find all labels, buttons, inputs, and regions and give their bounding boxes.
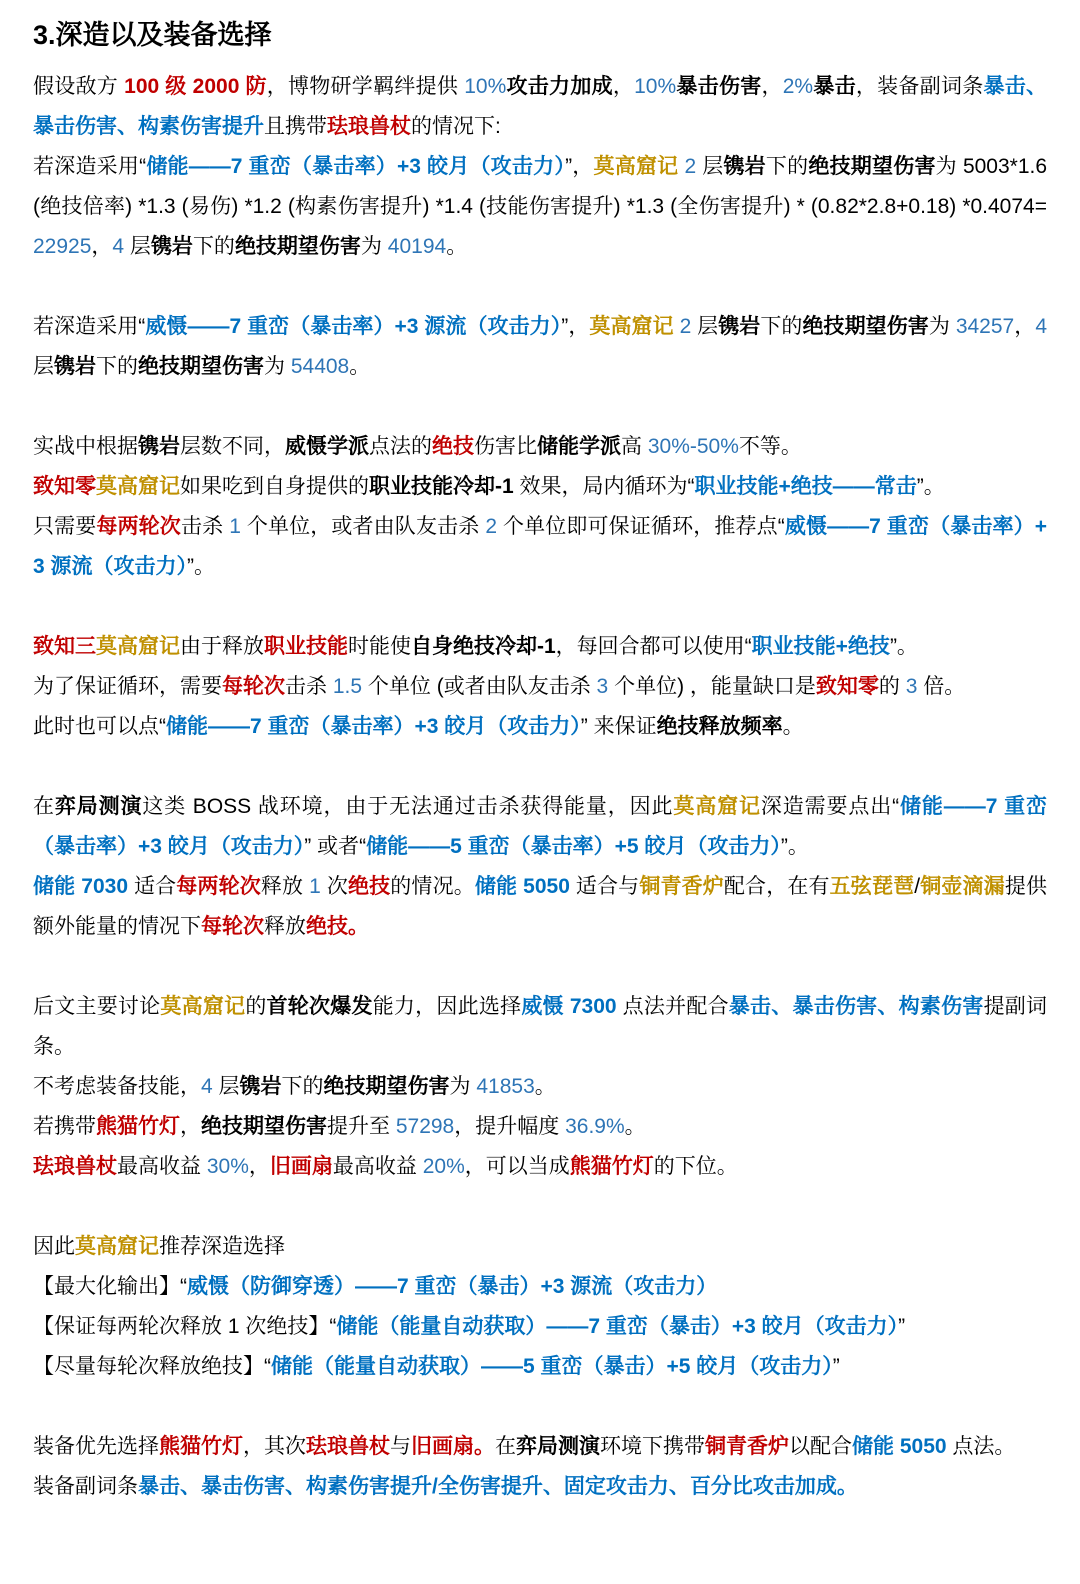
text-span-k: 为 bbox=[264, 355, 291, 379]
text-span-k: 点法。 bbox=[946, 1435, 1016, 1459]
text-span-b: 绝技期望伤害 bbox=[323, 1075, 450, 1099]
text-span-r: 每轮次 bbox=[201, 915, 264, 939]
text-span-b: 弈局测演 bbox=[54, 795, 143, 819]
text-span-k: / bbox=[914, 875, 921, 899]
text-span-k: 提供额外能量的情况下 bbox=[33, 875, 1047, 939]
text-span-k: 的下位。 bbox=[653, 1155, 738, 1179]
text-span-n: 2 bbox=[485, 515, 498, 539]
text-span-r: 珐琅兽杖 bbox=[327, 115, 411, 139]
paragraph-p2 bbox=[33, 147, 1047, 267]
text-span-k: ”。 bbox=[889, 635, 918, 659]
text-span-g: 莫高窟记 bbox=[160, 995, 246, 1019]
text-span-u: 暴击、暴击伤害、构素伤害提升/全伤害提升、固定攻击力、百分比攻击加成。 bbox=[138, 1475, 858, 1499]
paragraph-p8a bbox=[33, 1227, 1047, 1267]
text-span-n: 4 bbox=[1035, 315, 1048, 339]
paragraph-p8b bbox=[33, 1267, 1047, 1307]
text-span-k: ， bbox=[612, 75, 635, 99]
text-span-u: 储能 7030 bbox=[33, 875, 128, 899]
text-span-k: 由于释放 bbox=[180, 635, 264, 659]
text-span-u: 储能（能量自动获取）——7 重峦（暴击）+3 皎月（攻击力） bbox=[336, 1315, 899, 1339]
text-span-k: 此时也可以点“ bbox=[33, 715, 166, 739]
text-span-u: 职业技能+绝技 bbox=[751, 635, 890, 659]
text-span-r: 绝技。 bbox=[306, 915, 369, 939]
paragraph-p6b bbox=[33, 867, 1047, 947]
text-span-r: 珐琅兽杖 bbox=[306, 1435, 390, 1459]
text-span-u: 储能 5050 bbox=[474, 875, 570, 899]
text-span-r: 绝技 bbox=[432, 435, 474, 459]
text-span-g: 铜青香炉 bbox=[639, 875, 724, 899]
text-span-g: 莫高窟记 bbox=[96, 635, 180, 659]
paragraph-p7c bbox=[33, 1107, 1047, 1147]
text-span-r: 旧画扇。 bbox=[411, 1435, 495, 1459]
text-span-u: 威慑（防御穿透）——7 重峦（暴击）+3 源流（攻击力） bbox=[187, 1275, 718, 1299]
text-span-k: 因此 bbox=[33, 1235, 75, 1259]
text-span-k: 个单位) ，能量缺口是 bbox=[608, 675, 816, 699]
text-span-k: 与 bbox=[390, 1435, 411, 1459]
text-span-k: 的 bbox=[245, 995, 267, 1019]
text-span-n: 36.9% bbox=[565, 1115, 625, 1139]
paragraph-p5c bbox=[33, 707, 1047, 747]
text-span-r: 绝技 bbox=[347, 875, 391, 899]
text-span-b: 暴击伤害 bbox=[676, 75, 762, 99]
text-span-k: 的情况。 bbox=[390, 875, 475, 899]
text-span-k: ，博物研学羁绊提供 bbox=[266, 75, 465, 99]
text-span-k: 点法并配合 bbox=[616, 995, 729, 1019]
text-span-u: 威慑 7300 bbox=[521, 995, 617, 1019]
text-span-k: 次 bbox=[320, 875, 348, 899]
text-span-k: 。 bbox=[782, 715, 804, 739]
page-title: 3.深造以及装备选择 bbox=[33, 20, 272, 50]
text-span-k: 为 bbox=[449, 1075, 477, 1099]
text-span-n: 30% bbox=[206, 1155, 249, 1179]
text-span-b: 镌岩 bbox=[54, 355, 96, 379]
text-span-b: 绝技期望伤害 bbox=[234, 235, 361, 259]
text-span-k: 个单位即可保证循环，推荐点“ bbox=[497, 515, 785, 539]
text-span-k: 适合与 bbox=[569, 875, 640, 899]
text-span-k: ” bbox=[898, 1315, 906, 1339]
text-span-k: 。 bbox=[534, 1075, 556, 1099]
text-span-k: 【保证每两轮次释放 1 次绝技】“ bbox=[33, 1315, 337, 1339]
text-span-r: 旧画扇 bbox=[269, 1155, 333, 1179]
paragraph-p4a bbox=[33, 427, 1047, 467]
text-span-k: 推荐深造选择 bbox=[159, 1235, 285, 1259]
text-span-k: 提副词条。 bbox=[33, 995, 1048, 1059]
text-span-b: 绝技期望伤害 bbox=[802, 315, 929, 339]
text-span-k: 个单位，或者由队友击杀 bbox=[240, 515, 486, 539]
text-span-u: 储能 5050 bbox=[852, 1435, 947, 1459]
text-span-k: 层 bbox=[212, 1075, 240, 1099]
text-span-k: 这类 BOSS 战环境，由于无法通过击杀获得能量，因此 bbox=[142, 795, 674, 819]
paragraph-p7b bbox=[33, 1067, 1047, 1107]
text-span-u: 暴击、暴击伤害、构素伤害 bbox=[728, 995, 984, 1019]
text-span-k: 环境下携带 bbox=[600, 1435, 705, 1459]
text-span-k: 倍。 bbox=[917, 675, 966, 699]
text-span-b: 绝技期望伤害 bbox=[201, 1115, 327, 1139]
text-span-k: ”， bbox=[565, 155, 594, 179]
text-span-r: 职业技能 bbox=[264, 635, 348, 659]
text-span-k: 且携带 bbox=[264, 115, 327, 139]
text-span-n: 4 bbox=[201, 1075, 213, 1099]
text-span-k: 在 bbox=[495, 1435, 516, 1459]
text-span-u: 储能——7 重峦（暴击率）+3 皎月（攻击力） bbox=[166, 715, 581, 739]
text-span-b: 镌岩 bbox=[150, 235, 193, 259]
text-span-k: 高 bbox=[621, 435, 648, 459]
text-span-n: 2 bbox=[679, 315, 692, 339]
text-span-r: 致知三 bbox=[33, 635, 96, 659]
text-span-k: 释放 bbox=[260, 875, 310, 899]
text-span-n: 20% bbox=[422, 1155, 465, 1179]
text-span-k: 能力，因此选择 bbox=[372, 995, 522, 1019]
text-span-k: 最高收益 bbox=[117, 1155, 207, 1179]
text-span-k: 。 bbox=[349, 355, 371, 379]
text-span-n: 40194 bbox=[387, 235, 447, 259]
text-span-r: 熊猫竹灯 bbox=[96, 1115, 180, 1139]
text-span-b: 绝技期望伤害 bbox=[808, 155, 936, 179]
text-span-r: 每轮次 bbox=[222, 675, 285, 699]
text-span-k: ”。 bbox=[916, 475, 945, 499]
text-span-k: ，其次 bbox=[243, 1435, 306, 1459]
text-span-r: 100 级 2000 防 bbox=[124, 75, 267, 99]
text-span-k: 实战中根据 bbox=[33, 435, 138, 459]
text-span-b: 自身绝技冷却-1 bbox=[411, 635, 556, 659]
text-span-k: 效果，局内循环为“ bbox=[513, 475, 695, 499]
text-span-n: 3 bbox=[596, 675, 609, 699]
text-span-k: 。 bbox=[446, 235, 468, 259]
paragraph-p8d bbox=[33, 1347, 1047, 1387]
paragraph-p3 bbox=[33, 307, 1047, 387]
text-span-n: 1 bbox=[229, 515, 241, 539]
text-span-k: ， bbox=[1014, 315, 1036, 339]
text-span-u: 威慑——7 重峦（暴击率）+3 源流（攻击力） bbox=[145, 315, 562, 339]
text-span-k: 以配合 bbox=[789, 1435, 852, 1459]
text-span-k: 层数不同， bbox=[180, 435, 285, 459]
text-span-k: 释放 bbox=[264, 915, 306, 939]
text-span-r: 每两轮次 bbox=[96, 515, 181, 539]
text-span-r: 熊猫竹灯 bbox=[569, 1155, 654, 1179]
text-span-n: 2% bbox=[782, 75, 814, 99]
text-span-g: 铜壶滴漏 bbox=[920, 875, 1005, 899]
paragraph-p4c bbox=[33, 507, 1047, 587]
text-span-k: ” 来保证 bbox=[580, 715, 657, 739]
paragraph-p8c bbox=[33, 1307, 1047, 1347]
text-span-k: ， bbox=[180, 1115, 201, 1139]
text-span-u: 储能——5 重峦（暴击率）+5 皎月（攻击力） bbox=[366, 835, 781, 859]
text-span-n: 41853 bbox=[476, 1075, 535, 1099]
text-span-k: 下的 bbox=[765, 155, 809, 179]
text-span-r: 珐琅兽杖 bbox=[33, 1155, 117, 1179]
text-span-k: 层 bbox=[691, 315, 719, 339]
text-span-n: 54408 bbox=[290, 355, 350, 379]
text-span-k: 层 bbox=[696, 155, 724, 179]
text-span-k: 为 bbox=[360, 235, 388, 259]
text-span-u: 职业技能+绝技——常击 bbox=[694, 475, 917, 499]
text-span-k: 在 bbox=[33, 795, 55, 819]
text-span-k: 伤害比 bbox=[474, 435, 537, 459]
text-span-k: 假设敌方 bbox=[33, 75, 125, 99]
text-span-u: 储能——7 重峦（暴击率）+3 皎月（攻击力） bbox=[33, 795, 1047, 859]
text-span-k: 不等。 bbox=[738, 435, 802, 459]
text-span-k: ” 或者“ bbox=[304, 835, 367, 859]
text-span-n: 1 bbox=[309, 875, 321, 899]
text-span-n: 22925 bbox=[33, 235, 92, 259]
text-span-k: 只需要 bbox=[33, 515, 97, 539]
text-span-g: 五弦琵琶 bbox=[829, 875, 915, 899]
paragraph-p7d bbox=[33, 1147, 1047, 1187]
text-span-k: 深造需要点出“ bbox=[760, 795, 900, 819]
text-span-k: 下的 bbox=[192, 235, 235, 259]
text-span-k: ，提升幅度 bbox=[454, 1115, 566, 1139]
text-span-k: 时能使 bbox=[348, 635, 411, 659]
text-span-k: 装备副词条 bbox=[33, 1475, 138, 1499]
text-span-k: 适合 bbox=[128, 875, 177, 899]
paragraph-p6a bbox=[33, 787, 1047, 867]
text-span-b: 储能学派 bbox=[537, 435, 621, 459]
text-span-k: 不考虑装备技能， bbox=[33, 1075, 201, 1099]
text-span-k: ，每回合都可以使用“ bbox=[555, 635, 752, 659]
text-span-b: 职业技能冷却-1 bbox=[369, 475, 514, 499]
text-span-k: 的 bbox=[878, 675, 906, 699]
text-span-n: 3 bbox=[905, 675, 918, 699]
text-span-k: 最高收益 bbox=[332, 1155, 423, 1179]
paragraph-p4b bbox=[33, 467, 1047, 507]
text-span-k: 若深造采用“ bbox=[33, 155, 147, 179]
text-span-k: ” bbox=[832, 1355, 840, 1379]
text-span-k: ”。 bbox=[187, 555, 216, 579]
text-span-k: 层 bbox=[33, 355, 54, 379]
text-span-k: ，装备副词条 bbox=[855, 75, 984, 99]
text-span-b: 威慑学派 bbox=[285, 435, 369, 459]
text-span-k: 个单位 (或者由队友击杀 bbox=[362, 675, 597, 699]
text-span-b: 攻击力加成 bbox=[506, 75, 613, 99]
text-span-k: 装备优先选择 bbox=[33, 1435, 159, 1459]
text-span-r: 致知零 bbox=[815, 675, 879, 699]
text-span-k: ， bbox=[248, 1155, 270, 1179]
text-span-b: 镌岩 bbox=[138, 435, 180, 459]
paragraph-p7a bbox=[33, 987, 1047, 1067]
text-span-n: 1.5 bbox=[332, 675, 363, 699]
document-body bbox=[33, 67, 1047, 1507]
text-span-u: 储能——7 重峦（暴击率）+3 皎月（攻击力） bbox=[146, 155, 566, 179]
text-span-g: 莫高窟记 bbox=[75, 1235, 159, 1259]
text-span-r: 铜青香炉 bbox=[705, 1435, 789, 1459]
text-span-k: 为 bbox=[928, 315, 956, 339]
text-span-k: 击杀 bbox=[180, 515, 230, 539]
paragraph-p5b bbox=[33, 667, 1047, 707]
text-span-k: 点法的 bbox=[369, 435, 432, 459]
text-span-r: 熊猫竹灯 bbox=[159, 1435, 243, 1459]
text-span-b: 绝技期望伤害 bbox=[138, 355, 264, 379]
text-span-k: 【尽量每轮次释放绝技】“ bbox=[33, 1355, 271, 1379]
text-span-u: 威慑——7 重峦（暴击率）+3 源流（攻击力） bbox=[33, 515, 1048, 579]
text-span-n: 4 bbox=[112, 235, 125, 259]
text-span-k: ， bbox=[761, 75, 783, 99]
text-span-k: 击杀 bbox=[285, 675, 333, 699]
text-span-b: 镌岩 bbox=[723, 155, 766, 179]
text-span-g: 莫高窟记 bbox=[589, 315, 674, 339]
text-span-k: 如果吃到自身提供的 bbox=[180, 475, 369, 499]
text-span-k: 若深造采用“ bbox=[33, 315, 146, 339]
text-span-r: 每两轮次 bbox=[176, 875, 261, 899]
text-span-b: 首轮次爆发 bbox=[266, 995, 373, 1019]
text-span-k: 若携带 bbox=[33, 1115, 96, 1139]
text-span-b: 镌岩 bbox=[718, 315, 761, 339]
text-span-k: 。 bbox=[624, 1115, 646, 1139]
paragraph-p9 bbox=[33, 1427, 1047, 1467]
text-span-k: 下的 bbox=[96, 355, 138, 379]
text-span-n: 2 bbox=[684, 155, 697, 179]
text-span-n: 57298 bbox=[395, 1115, 455, 1139]
text-span-k: 的情况下: bbox=[411, 115, 501, 139]
text-span-k: 层 bbox=[124, 235, 151, 259]
text-span-b: 暴击 bbox=[813, 75, 856, 99]
text-span-k: ， bbox=[91, 235, 113, 259]
text-span-n: 30%-50% bbox=[647, 435, 739, 459]
text-span-k: 下的 bbox=[281, 1075, 324, 1099]
text-span-n: 10% bbox=[634, 75, 677, 99]
text-span-r: 致知零 bbox=[33, 475, 96, 499]
paragraph-p10 bbox=[33, 1467, 1047, 1507]
text-span-g: 莫高窟记 bbox=[96, 475, 180, 499]
text-span-k: ”， bbox=[561, 315, 590, 339]
text-span-n: 34257 bbox=[955, 315, 1015, 339]
text-span-b: 绝技释放频率 bbox=[656, 715, 783, 739]
text-span-b: 弈局测演 bbox=[516, 1435, 600, 1459]
text-span-b: 镌岩 bbox=[239, 1075, 282, 1099]
text-span-g: 莫高窟记 bbox=[673, 795, 761, 819]
text-span-k: ，可以当成 bbox=[464, 1155, 570, 1179]
text-span-k: 【最大化输出】“ bbox=[33, 1275, 187, 1299]
text-span-n: 10% bbox=[464, 75, 507, 99]
paragraph-p5a bbox=[33, 627, 1047, 667]
text-span-k: 为 5003*1.6 (绝技倍率) *1.3 (易伤) *1.2 (构素伤害提升) *1.4 (技能伤害提升) *1.3 (全伤害提升) * (0.82*2.8+0.18) *0.4074= bbox=[33, 155, 1048, 219]
text-span-k: 后文主要讨论 bbox=[33, 995, 161, 1019]
text-span-k: 提升至 bbox=[327, 1115, 396, 1139]
text-span-u: 储能（能量自动获取）——5 重峦（暴击）+5 皎月（攻击力） bbox=[271, 1355, 833, 1379]
paragraph-p1 bbox=[33, 67, 1047, 147]
text-span-u: 暴击、暴击伤害、构素伤害提升 bbox=[33, 75, 1048, 139]
text-span-g: 莫高窟记 bbox=[593, 155, 679, 179]
text-span-k: 下的 bbox=[760, 315, 803, 339]
text-span-k: 配合，在有 bbox=[723, 875, 830, 899]
text-span-k: ”。 bbox=[780, 835, 809, 859]
text-span-k: 为了保证循环，需要 bbox=[33, 675, 222, 699]
